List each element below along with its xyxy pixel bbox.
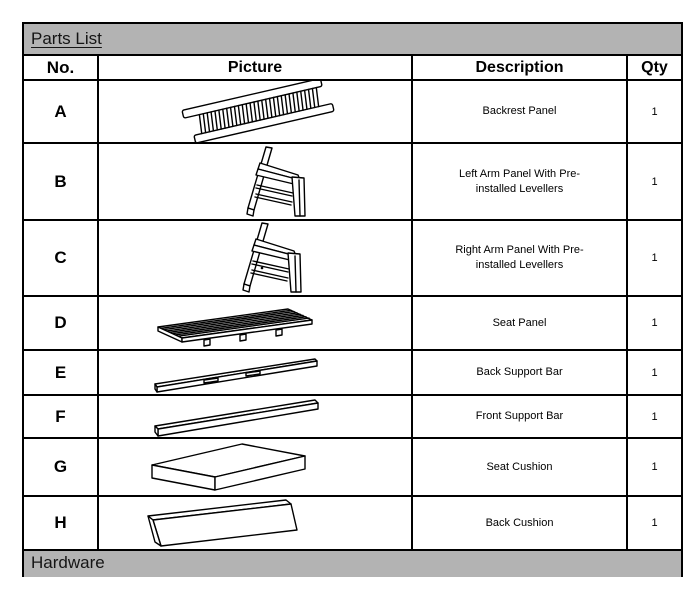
part-qty: 1 [651,410,658,423]
part-letter: B [24,144,99,219]
part-qty: 1 [651,461,658,473]
parts-list-section-bar [24,24,681,56]
hardware-title: Hardware [31,553,105,572]
part-description: Back Support Bar [476,366,563,379]
back-support-bar-drawing [100,351,410,395]
table-row [24,396,681,439]
part-qty: 1 [651,252,658,264]
back-cushion-drawing [100,497,410,549]
header-picture: Picture [99,56,413,79]
part-picture-cell [99,439,413,495]
part-description-cell [413,221,628,295]
table-row [24,221,681,297]
seat-panel-drawing [100,297,410,349]
part-description-cell [413,497,628,549]
part-description-cell [413,297,628,349]
front-support-bar-drawing [100,396,410,438]
part-letter: A [24,81,99,142]
part-picture-cell [99,81,413,142]
part-description: Front Support Bar [475,410,564,423]
table-row [24,439,681,497]
part-letter: C [24,221,99,295]
part-description-cell [413,351,628,394]
part-description-cell [413,396,628,437]
part-letter: F [24,396,99,437]
right-arm-panel-drawing [100,221,410,295]
header-description: Description [413,56,628,79]
table-header-row [24,56,681,81]
table-row [24,351,681,396]
parts-list-title: Parts List [31,29,102,48]
parts-list-sheet [22,22,683,577]
left-arm-panel-drawing [100,144,410,219]
part-description: Left Arm Panel With Pre-installed Levellers [458,167,581,195]
header-no: No. [24,56,99,79]
table-row [24,81,681,144]
part-description-cell [413,81,628,142]
part-qty: 1 [651,175,658,188]
part-qty: 1 [651,317,658,329]
part-description: Seat Cushion [486,460,553,473]
part-description: Backrest Panel [482,105,557,118]
part-letter: D [24,297,99,349]
part-picture-cell [99,497,413,549]
part-picture-cell [99,221,413,295]
part-description-cell [413,144,628,219]
part-qty: 1 [651,105,658,118]
table-row [24,144,681,221]
part-picture-cell [99,351,413,394]
part-description: Back Cushion [485,516,554,529]
part-letter: G [24,439,99,495]
part-description-cell [413,439,628,495]
part-picture-cell [99,297,413,349]
table-row [24,297,681,351]
header-qty: Qty [641,58,668,76]
hardware-section-bar [24,551,681,577]
part-letter: E [24,351,99,394]
part-letter: H [24,497,99,549]
seat-cushion-drawing [100,439,410,495]
part-qty: 1 [651,366,658,379]
part-description: Seat Panel [492,316,547,329]
table-row [24,497,681,551]
part-qty: 1 [651,517,658,529]
part-description: Right Arm Panel With Pre-installed Levellers [455,244,584,271]
part-picture-cell [99,144,413,219]
backrest-panel-drawing [100,81,410,142]
part-picture-cell [99,396,413,437]
